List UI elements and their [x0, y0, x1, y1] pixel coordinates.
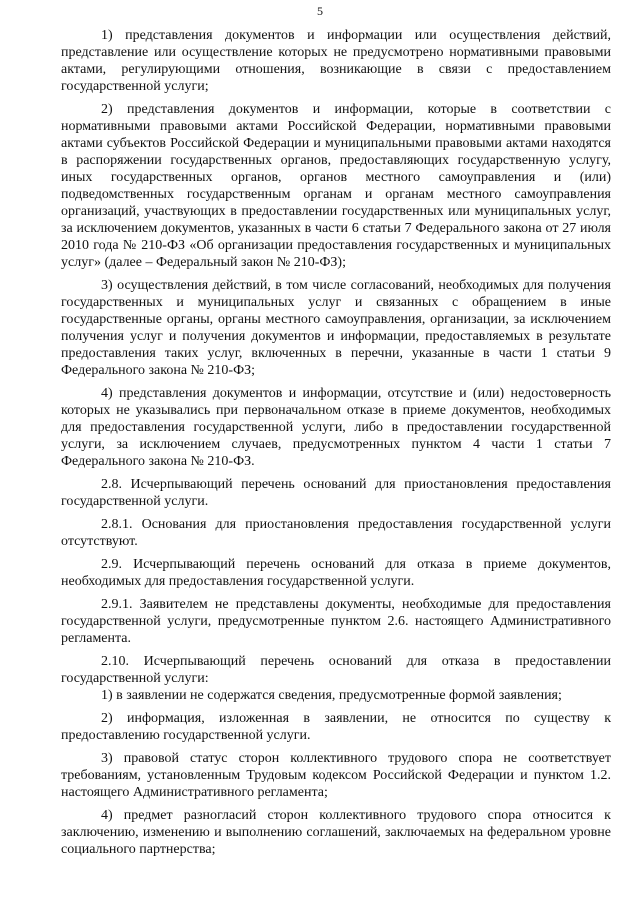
- refusal-reason-1: 1) в заявлении не содержатся сведения, предусмотренные формой заявления;: [101, 688, 562, 703]
- section-2-9-1: 2.9.1. Заявителем не представлены документы, необходимые для предоставления государственной услуги, предусмотренные пунктом 2.6. настоящего Административного регламента.: [61, 597, 611, 646]
- refusal-reason-4: 4) предмет разногласий сторон коллективного трудового спора относится к заключению, изменению и выполнению соглашений, заключаемых на федеральном уровне социального партнерства;: [61, 808, 611, 857]
- section-2-9-heading: 2.9. Исчерпывающий перечень оснований для отказа в приеме документов, необходимых для предоставления государственной услуги.: [61, 557, 611, 589]
- section-2-8-1: 2.8.1. Основания для приостановления предоставления государственной услуги отсутствуют.: [61, 517, 611, 549]
- paragraph-item-2: 2) представления документов и информации, которые в соответствии с нормативными правовыми актами Российской Федерации, нормативными правовыми актами субъектов Российской Федерации и муниципальными правовыми актами находятся в распоряжении государственных органов, предоставляющих государственную услугу, иных государственных органов, органов местного самоуправления и (или) подведомственных государственным органам и органам местного самоуправления организаций, участвующих в предоставлении государственных или муниципальных услуг, за исключением документов, указанных в части 6 статьи 7 Федерального закона от 27 июля 2010 года № 210-ФЗ «Об организации предоставления государственных и муниципальных услуг» (далее – Федеральный закон № 210-ФЗ);: [61, 102, 611, 270]
- page-number: 5: [317, 4, 323, 18]
- paragraph-item-1: 1) представления документов и информации или осуществления действий, представление или осуществление которых не предусмотрено нормативными правовыми актами, регулирующими отношения, возникающие в связи с предоставлением государственной услуги;: [61, 28, 611, 94]
- paragraph-item-4: 4) представления документов и информации, отсутствие и (или) недостоверность которых не указывались при первоначальном отказе в приеме документов, необходимых для предоставления государственной услуги, либо в предоставлении государственной услуги, за исключением случаев, предусмотренных пунктом 4 части 1 статьи 7 Федерального закона № 210-ФЗ.: [61, 386, 611, 469]
- refusal-reason-3: 3) правовой статус сторон коллективного трудового спора не соответствует требованиям, установленным Трудовым кодексом Российской Федерации и пунктом 1.2. настоящего Административного регламента;: [61, 751, 611, 800]
- section-2-10-heading: 2.10. Исчерпывающий перечень оснований для отказа в предоставлении государственной услуги:: [61, 654, 611, 686]
- section-2-8-heading: 2.8. Исчерпывающий перечень оснований для приостановления предоставления государственной услуги.: [61, 477, 611, 509]
- document-body: [61, 27, 611, 858]
- refusal-reason-2: 2) информация, изложенная в заявлении, не относится по существу к предоставлению государственной услуги.: [61, 711, 611, 743]
- paragraph-item-3: 3) осуществления действий, в том числе согласований, необходимых для получения государственных и муниципальных услуг и связанных с обращением в иные государственные органы, органы местного самоуправления, организации, за исключением получения услуг и получения документов и информации, предоставляемых в результате предоставления таких услуг, включенных в перечни, указанные в части 1 статьи 9 Федерального закона № 210-ФЗ;: [61, 278, 611, 378]
